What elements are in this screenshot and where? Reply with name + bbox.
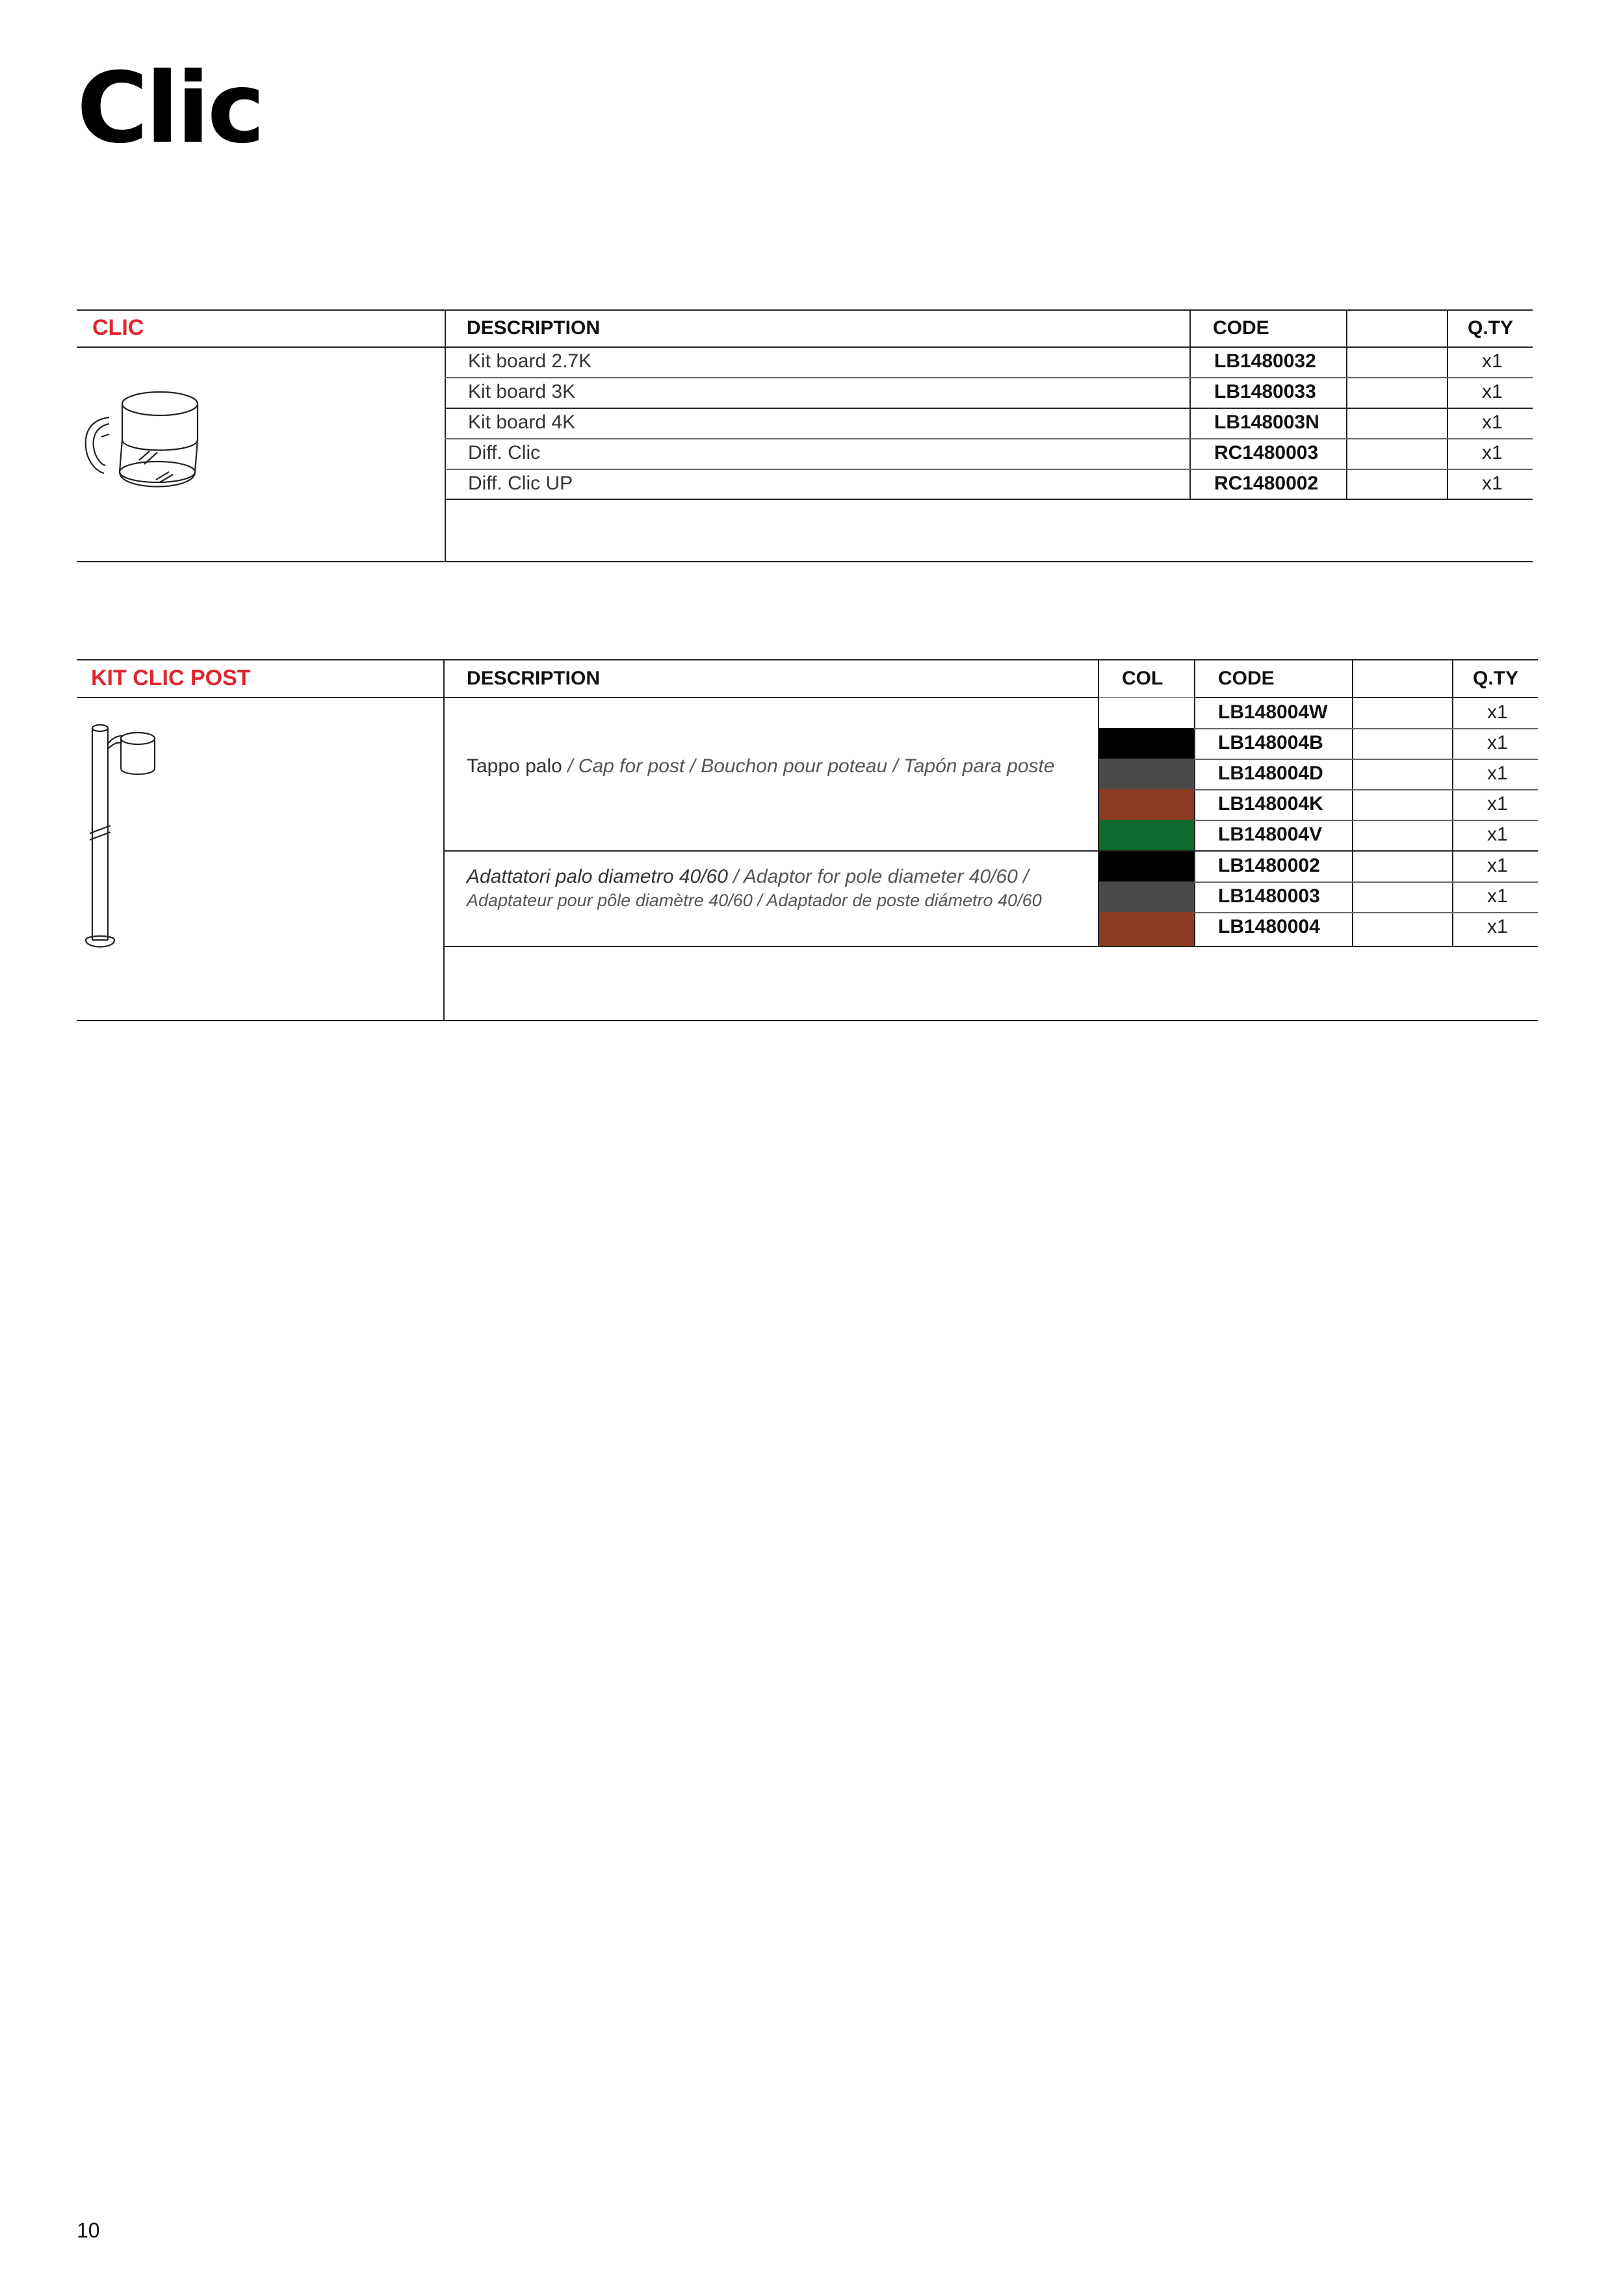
row-qty: x1 bbox=[1482, 442, 1503, 463]
clic-lamp-illustration bbox=[77, 374, 272, 543]
group-description-adaptor-line2: Adaptateur pour pôle diamètre 40/60 / Adaptador de poste diámetro 40/60 bbox=[467, 891, 1042, 910]
row-qty: x1 bbox=[1487, 793, 1508, 815]
group-description-cap bbox=[467, 755, 1055, 777]
row-qty: x1 bbox=[1487, 916, 1508, 937]
color-swatch-green bbox=[1099, 820, 1194, 850]
description-header: DESCRIPTION bbox=[467, 317, 601, 339]
row-code: LB148004D bbox=[1218, 763, 1323, 784]
color-swatch-white bbox=[1099, 698, 1194, 728]
description-header: DESCRIPTION bbox=[467, 668, 601, 689]
row-code: LB148004V bbox=[1218, 824, 1323, 845]
row-qty: x1 bbox=[1487, 732, 1508, 753]
row-code: LB1480032 bbox=[1214, 350, 1316, 372]
color-swatch-black bbox=[1099, 851, 1194, 881]
row-qty: x1 bbox=[1487, 701, 1508, 723]
color-swatch-dark-grey bbox=[1099, 759, 1194, 789]
row-code: LB1480033 bbox=[1214, 381, 1316, 402]
description-translations: / Cap for post / Bouchon pour poteau / Tapón para poste bbox=[562, 755, 1055, 777]
row-code: LB148004W bbox=[1218, 701, 1328, 723]
row-qty: x1 bbox=[1482, 411, 1503, 433]
row-qty: x1 bbox=[1487, 824, 1508, 845]
row-description: Diff. Clic bbox=[468, 442, 541, 463]
row-code: RC1480003 bbox=[1214, 442, 1319, 463]
color-swatch-dark-grey bbox=[1099, 881, 1194, 912]
row-qty: x1 bbox=[1487, 763, 1508, 784]
row-code: LB1480003 bbox=[1218, 885, 1320, 907]
col-header: COL bbox=[1122, 668, 1163, 689]
row-qty: x1 bbox=[1482, 350, 1503, 372]
clic-post-illustration bbox=[77, 711, 207, 965]
row-code: LB148003N bbox=[1214, 411, 1319, 433]
row-description: Kit board 4K bbox=[468, 411, 576, 433]
qty-header: Q.TY bbox=[1468, 317, 1514, 339]
description-main: Tappo palo bbox=[467, 755, 562, 777]
color-swatch-rust bbox=[1099, 789, 1194, 820]
row-code: LB148004B bbox=[1218, 732, 1323, 753]
kit-clic-post-table bbox=[77, 659, 1538, 1023]
row-code: LB148004K bbox=[1218, 793, 1323, 815]
row-description: Kit board 2.7K bbox=[468, 350, 592, 372]
qty-header: Q.TY bbox=[1473, 668, 1519, 689]
table-name: CLIC bbox=[92, 315, 144, 340]
row-code: LB1480004 bbox=[1218, 916, 1320, 937]
row-qty: x1 bbox=[1487, 855, 1508, 876]
row-description: Kit board 3K bbox=[468, 381, 576, 402]
row-code: RC1480002 bbox=[1214, 473, 1319, 494]
table-name: KIT CLIC POST bbox=[91, 666, 251, 690]
clic-table bbox=[77, 309, 1533, 563]
color-swatch-rust bbox=[1099, 912, 1194, 946]
color-swatch-black bbox=[1099, 728, 1194, 759]
row-code: LB1480002 bbox=[1218, 855, 1320, 876]
row-qty: x1 bbox=[1487, 885, 1508, 907]
description-translations: / Adaptor for pole diameter 40/60 / bbox=[727, 866, 1029, 887]
group-description-adaptor bbox=[467, 866, 1028, 888]
row-qty: x1 bbox=[1482, 473, 1503, 494]
row-qty: x1 bbox=[1482, 381, 1503, 402]
page-title: Clic bbox=[77, 52, 263, 165]
page-number: 10 bbox=[77, 2219, 100, 2242]
code-header: CODE bbox=[1218, 668, 1275, 689]
row-description: Diff. Clic UP bbox=[468, 473, 573, 494]
code-header: CODE bbox=[1213, 317, 1269, 339]
description-main: Adattatori palo diametro 40/60 bbox=[467, 866, 728, 887]
